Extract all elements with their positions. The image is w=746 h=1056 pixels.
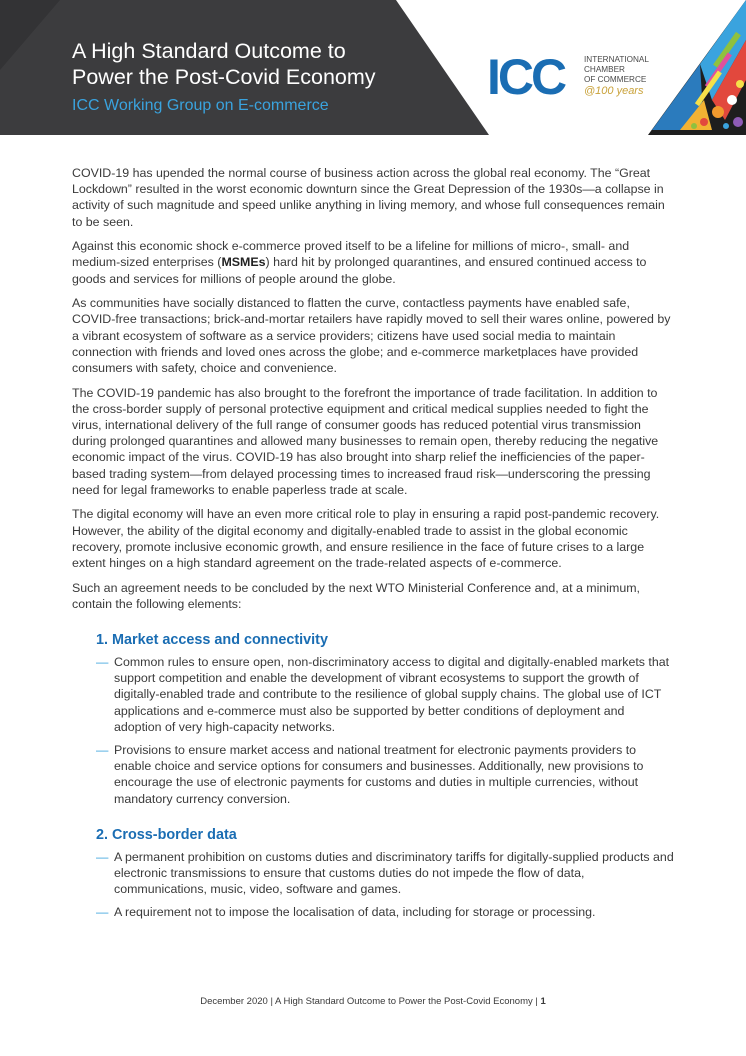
logo-line-2: CHAMBER xyxy=(584,65,625,74)
logo-name xyxy=(584,55,649,85)
list-item xyxy=(96,654,674,735)
footer-date: December 2020 xyxy=(200,996,268,1007)
page-footer xyxy=(0,996,746,1007)
logo-line-1: INTERNATIONAL xyxy=(584,55,649,64)
page-subtitle: ICC Working Group on E-commerce xyxy=(72,97,329,114)
section-market-access xyxy=(96,630,674,807)
footer-separator: | xyxy=(535,996,538,1007)
bullet-list xyxy=(96,654,674,807)
paragraph-2 xyxy=(72,238,674,287)
footer-doc-title: A High Standard Outcome to Power the Post-Covid Economy xyxy=(275,996,533,1007)
page-number: 1 xyxy=(540,996,546,1007)
page-header xyxy=(0,0,746,135)
list-item-text: A permanent prohibition on customs duties and discriminatory tariffs for digitally-supplied products and electronic transmissions to ensure that customs duties do not impede the flow of data, communications, music, video, software and games. xyxy=(114,849,674,897)
icc-logo xyxy=(487,49,667,105)
document-body xyxy=(72,165,674,928)
list-item-text: Common rules to ensure open, non-discriminatory access to digital and digitally-enabled markets that support competition and enable the development of vibrant ecosystems to support the growth of digitally-enabled trade and contribute to the resilience of global supply chains. The global use of ICT applications and e-commerce must also be supported by better conditions of deployment and adoption of very high-capacity networks. xyxy=(114,655,670,734)
dash-marker: — xyxy=(96,905,109,920)
section-heading: 2. Cross-border data xyxy=(96,826,237,843)
footer-separator: | xyxy=(270,996,273,1007)
list-item-text: Provisions to ensure market access and national treatment for electronic payments providers to enable choice and service options for consumers and businesses. Additionally, new provisions to encourage the use of electronic payments for customs and duties in multiple currencies, without mandatory currency conversion. xyxy=(114,743,644,806)
list-item-text: A requirement not to impose the localisation of data, including for storage or processing. xyxy=(114,905,596,920)
dash-marker: — xyxy=(96,743,109,758)
bullet-list xyxy=(96,849,674,921)
paragraph-6: Such an agreement needs to be concluded by the next WTO Ministerial Conference and, at a minimum, contain the following elements: xyxy=(72,580,640,611)
list-item xyxy=(96,742,674,807)
title-line-2: Power the Post-Covid Economy xyxy=(72,65,376,89)
section-heading: 1. Market access and connectivity xyxy=(96,632,328,649)
title-line-1: A High Standard Outcome to xyxy=(72,39,346,63)
list-item xyxy=(96,904,674,920)
paragraph-5: The digital economy will have an even more critical role to play in ensuring a rapid post-pandemic recovery. However, the ability of the digital economy and digitally-enabled trade to assist in the global economic recovery, promote inclusive economic growth, and ensure resilience in the face of future crises to a large extent hinges on a high standard agreement on the trade-related aspects of e-commerce. xyxy=(72,507,660,571)
dash-marker: — xyxy=(96,849,109,864)
paragraph-4: The COVID-19 pandemic has also brought to the forefront the importance of trade facilitation. In addition to the cross-border supply of personal protective equipment and critical medical supplies needed to fight the virus, international delivery of the full range of consumer goods has reduced potential virus transmission during prolonged quarantines and allowed many businesses to remain open, thereby reducing the negative economic impact of the virus. COVID-19 has also brought into sharp relief the inefficiencies of the paper-based trading system—from delayed processing times to increased fraud risk—underscoring the pressing need for legal frameworks to enable paperless trade at scale. xyxy=(72,385,659,497)
dash-marker: — xyxy=(96,655,109,670)
page-title xyxy=(72,38,376,90)
paragraph-1: COVID-19 has upended the normal course of business action across the global real economy. The “Great Lockdown” resulted in the worst economic downturn since the Great Depression of the 1930s—a collapse in activity of such magnitude and speed unlike anything in living memory, and whose full consequences remain to be seen. xyxy=(72,166,665,229)
section-cross-border-data xyxy=(96,825,674,921)
logo-letters: ICC xyxy=(487,49,565,105)
paragraph-2-part-a: Against this economic shock e-commerce proved itself to be a lifeline for millions of micro-, small- and medium-sized enterprises ( xyxy=(72,239,630,270)
list-item xyxy=(96,849,674,898)
paragraph-3: As communities have socially distanced to flatten the curve, contactless payments have enabled safe, COVID-free transactions; brick-and-mortar retailers have rapidly moved to sell their wares online, powered by a vibrant ecosystem of software as a service providers; citizens have used social media to maintain connection with friends and loved ones across the globe; and e-commerce marketplaces have provided consumers with safety, choice and convenience. xyxy=(72,296,671,376)
logo-line-3: OF COMMERCE xyxy=(584,75,647,84)
paragraph-2-part-b: ) hard hit by prolonged quarantines, and ensured continued access to goods and services for millions of people around the globe. xyxy=(72,255,647,286)
centenary-mark: @100 years xyxy=(584,85,644,97)
msmes-term: MSMEs xyxy=(221,255,266,270)
